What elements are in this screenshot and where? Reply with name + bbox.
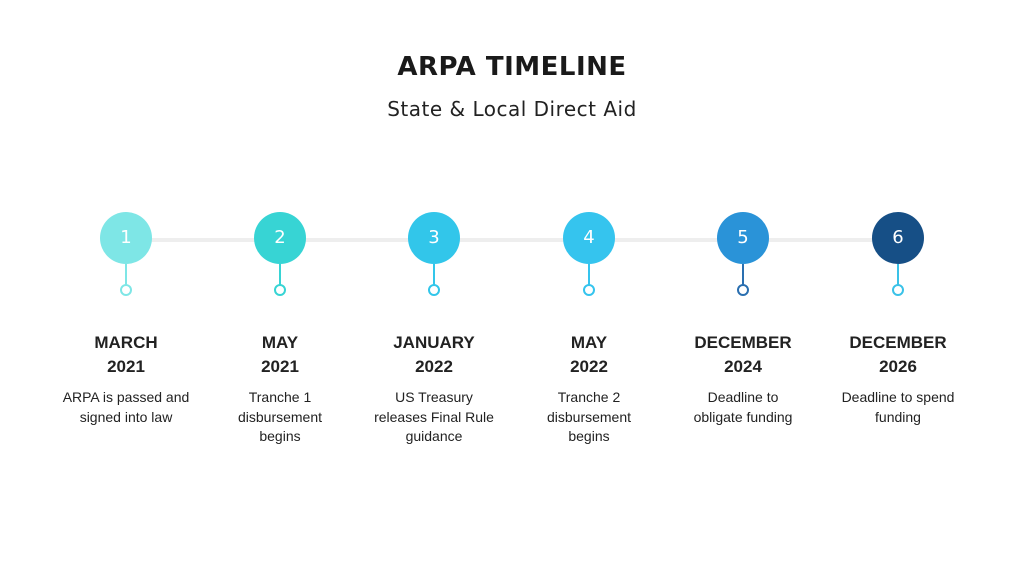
step-date-year: 2021 <box>261 357 299 376</box>
step-description-line: disbursement <box>237 408 323 425</box>
step-date-year: 2026 <box>879 357 917 376</box>
step-connector <box>742 264 744 285</box>
step-date-year: 2024 <box>724 357 762 376</box>
step-date-month: DECEMBER <box>849 333 947 352</box>
step-description-line: begins <box>568 428 610 444</box>
step-description-line: Deadline to spend <box>841 389 955 405</box>
page-subtitle: State & Local Direct Aid <box>387 97 637 121</box>
step-description <box>653 388 833 427</box>
step-description-line: signed into law <box>79 408 173 425</box>
step-date <box>499 331 679 379</box>
step-date <box>190 331 370 379</box>
step-connector <box>897 264 899 285</box>
step-description-line: ARPA is passed and <box>62 389 190 405</box>
step-description-line: obligate funding <box>693 408 793 425</box>
step-description <box>808 388 988 427</box>
step-dot <box>120 284 132 296</box>
step-date-month: MAY <box>570 333 608 352</box>
step-date-year: 2022 <box>570 357 608 376</box>
step-number-circle: 3 <box>408 212 460 264</box>
step-dot <box>737 284 749 296</box>
step-description <box>344 388 524 447</box>
step-date-month: DECEMBER <box>694 333 792 352</box>
step-number-circle: 2 <box>254 212 306 264</box>
step-date-month: MARCH <box>94 333 158 352</box>
step-description-line: guidance <box>405 428 463 444</box>
step-description-line: Tranche 1 <box>248 389 312 405</box>
step-connector <box>125 264 127 285</box>
step-number-circle: 5 <box>717 212 769 264</box>
step-description-line: disbursement <box>546 408 632 425</box>
step-dot <box>274 284 286 296</box>
step-description <box>190 388 370 447</box>
step-connector <box>433 264 435 285</box>
page-title: ARPA TIMELINE <box>397 52 627 82</box>
step-number-circle: 6 <box>872 212 924 264</box>
step-date <box>36 331 216 379</box>
step-description-line: US Treasury <box>395 389 473 405</box>
step-connector <box>588 264 590 285</box>
step-dot <box>892 284 904 296</box>
step-date <box>808 331 988 379</box>
step-date-month: JANUARY <box>393 333 475 352</box>
step-date <box>653 331 833 379</box>
step-date-year: 2022 <box>415 357 453 376</box>
step-number-circle: 4 <box>563 212 615 264</box>
step-date-year: 2021 <box>107 357 145 376</box>
step-description <box>499 388 679 447</box>
timeline-track <box>126 238 898 242</box>
step-description-line: funding <box>875 408 921 425</box>
step-connector <box>279 264 281 285</box>
step-date-month: MAY <box>261 333 299 352</box>
step-description-line: Tranche 2 <box>557 389 621 405</box>
step-description-line: Deadline to <box>707 389 779 405</box>
step-description-line: releases Final Rule <box>374 408 494 425</box>
step-number-circle: 1 <box>100 212 152 264</box>
step-description-line: begins <box>259 428 301 444</box>
step-dot <box>428 284 440 296</box>
step-description <box>36 388 216 427</box>
step-date <box>344 331 524 379</box>
step-dot <box>583 284 595 296</box>
